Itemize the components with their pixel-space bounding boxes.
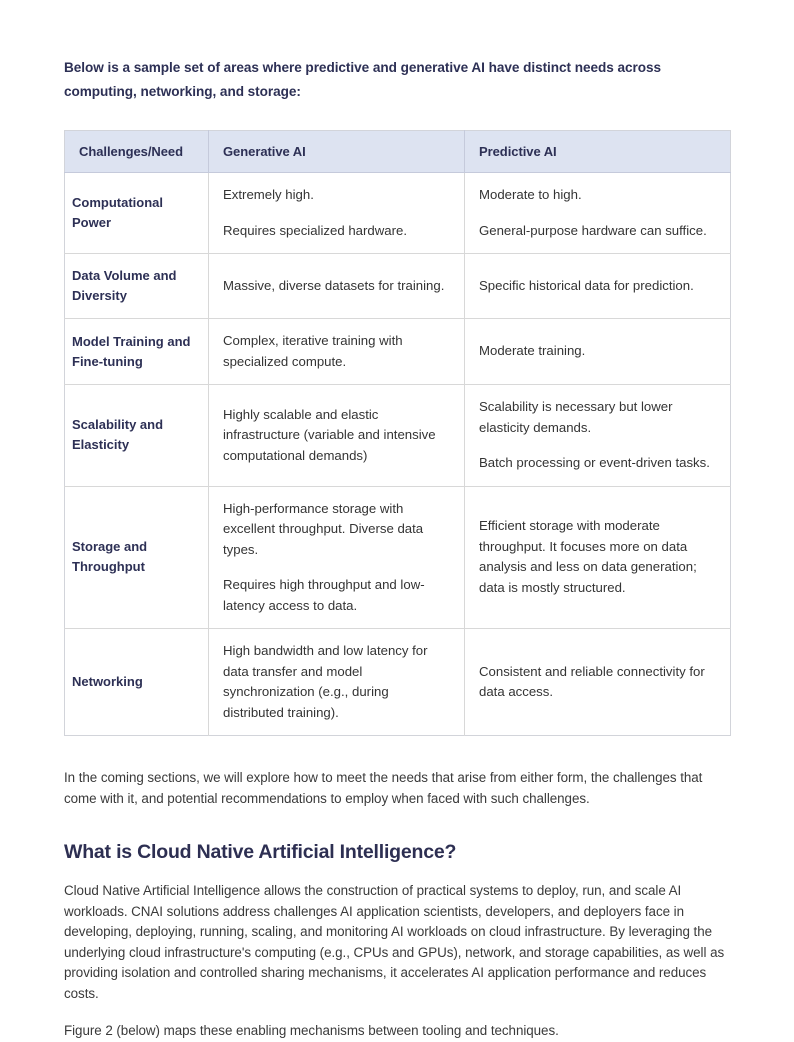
row-label-data-volume-and-diversity: Data Volume and Diversity [65,254,209,319]
row-label-computational-power: Computational Power [65,173,209,254]
section-paragraph-2: Figure 2 (below) maps these enabling mechanisms between tooling and techniques. [64,1023,559,1038]
table-header [65,131,731,173]
cell-paragraph: Highly scalable and elastic infrastructure (variable and intensive computational demands) [223,406,436,463]
cell-paragraph: Efficient storage with moderate throughput. It focuses more on data analysis and less on data generation; data is mostly structured. [479,518,697,595]
cell-paragraph: Scalability is necessary but lower elasticity demands. [479,399,673,435]
cell-paragraph: Moderate training. [479,343,586,359]
cell-paragraph: High bandwidth and low latency for data transfer and model synchronization (e.g., during distributed training). [223,643,428,720]
cell-paragraph: Requires specialized hardware. [223,222,407,238]
table-row [65,319,731,385]
cell-predictive-computational-power [465,173,731,254]
row-label-scalability-and-elasticity: Scalability and Elasticity [65,385,209,487]
table-header-row [65,131,731,173]
cell-paragraph: Batch processing or event-driven tasks. [479,455,710,470]
row-label-networking: Networking [65,629,209,736]
cell-generative-scalability [209,385,465,487]
ai-needs-comparison-table [64,130,731,736]
table-body [65,173,731,736]
cell-paragraph: Moderate to high. [479,187,582,202]
cell-predictive-storage [465,486,731,629]
cell-paragraph: Requires high throughput and low-latency access to data. [223,577,425,613]
cell-predictive-model-training [465,319,731,385]
cell-paragraph: Complex, iterative training with specialized compute. [223,333,403,369]
cell-generative-data-volume [209,254,465,319]
cell-generative-storage [209,486,465,629]
row-label-model-training-and-fine-tuning: Model Training and Fine-tuning [65,319,209,385]
intro-paragraph: Below is a sample set of areas where predictive and generative AI have distinct needs across computing, networking, and storage: [64,60,662,99]
cell-generative-model-training [209,319,465,385]
cell-generative-networking [209,629,465,736]
table-row [65,385,731,487]
table-row [65,254,731,319]
cell-predictive-data-volume [465,254,731,319]
row-label-storage-and-throughput: Storage and Throughput [65,486,209,629]
after-table-paragraph: In the coming sections, we will explore how to meet the needs that arise from either form, the challenges that come with it, and potential recommendations to employ when faced with such challenges. [64,770,703,806]
cell-predictive-networking [465,629,731,736]
section-paragraph-1: Cloud Native Artificial Intelligence allows the construction of practical systems to deploy, run, and scale AI workloads. CNAI solutions address challenges AI application scientists, developers, and deployers face in developing, deploying, running, scaling, and monitoring AI workloads on cloud infrastructure. By leveraging the underlying cloud infrastructure's computing (e.g., CPUs and GPUs), network, and storage capabilities, as well as providing isolation and controlled sharing mechanisms, it accelerates AI application performance and reduces costs. [64,883,725,1001]
section-heading-cloud-native-ai: What is Cloud Native Artificial Intelligence? [64,841,457,863]
cell-paragraph: Specific historical data for prediction. [479,277,694,293]
table-row [65,486,731,629]
cell-paragraph: Massive, diverse datasets for training. [223,277,445,293]
cell-paragraph: High-performance storage with excellent throughput. Diverse data types. [223,500,424,557]
column-header-challenges: Challenges/Need [65,131,209,173]
cell-paragraph: Consistent and reliable connectivity for data access. [479,663,705,699]
table-row [65,173,731,254]
cell-paragraph: Extremely high. [223,187,314,202]
table-row [65,629,731,736]
cell-generative-computational-power [209,173,465,254]
column-header-predictive-ai: Predictive AI [465,131,731,173]
cell-paragraph: General-purpose hardware can suffice. [479,222,707,238]
column-header-generative-ai: Generative AI [209,131,465,173]
cell-predictive-scalability [465,385,731,487]
